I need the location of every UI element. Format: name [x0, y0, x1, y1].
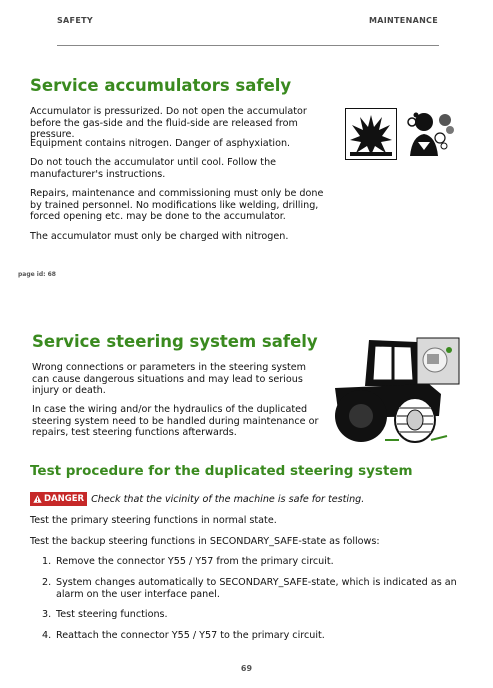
steer-paragraph-1: Wrong connections or parameters in the steering system can cause dangerous situations and may lead to serious injury or death.: [32, 362, 307, 396]
page-id: page id: 68: [18, 271, 56, 278]
asphyxiation-hazard-icon: [404, 108, 454, 158]
header-right: MAINTENANCE: [369, 16, 438, 25]
acc-paragraph-5: The accumulator must only be charged with nitrogen.: [30, 231, 289, 242]
acc-paragraph-1: Accumulator is pressurized. Do not open the accumulator before the gas-side and the fluid-side are released from pressure.: [30, 106, 307, 140]
danger-notice: [30, 492, 364, 506]
acc-paragraph-3: Do not touch the accumulator until cool. Follow the manufacturer's instructions.: [30, 157, 277, 180]
danger-text: Check that the vicinity of the machine is safe for testing.: [91, 493, 365, 505]
steering-title: Service steering system safely: [32, 332, 318, 351]
danger-badge: [30, 492, 87, 506]
header-rule: [57, 45, 439, 46]
page-number: 69: [240, 664, 253, 673]
explosion-hazard-icon: [345, 108, 397, 160]
warning-triangle-icon: [33, 495, 42, 503]
list-item: 2. System changes automatically to SECONDARY_SAFE-state, which is indicated as an alarm on the user interface panel.: [42, 577, 457, 600]
acc-paragraph-4: Repairs, maintenance and commissioning must only be done by trained personnel. No modifications like welding, drilling, forced opening etc. may be done to the accumulator.: [30, 188, 324, 222]
test-procedure-title: Test procedure for the duplicated steering system: [30, 463, 413, 479]
accumulators-title: Service accumulators safely: [30, 76, 292, 95]
danger-label: DANGER: [44, 494, 85, 504]
acc-paragraph-2: Equipment contains nitrogen. Danger of asphyxiation.: [30, 138, 291, 149]
test-intro-1: Test the primary steering functions in normal state.: [30, 515, 277, 526]
tractor-image: [329, 336, 463, 446]
list-item: 3. Test steering functions.: [42, 609, 168, 620]
steer-paragraph-2: In case the wiring and/or the hydraulics of the duplicated steering system need to be handled during maintenance or repairs, test steering functions afterwards.: [32, 404, 319, 438]
list-item: 1. Remove the connector Y55 / Y57 from the primary circuit.: [42, 556, 334, 567]
list-item: 4. Reattach the connector Y55 / Y57 to the primary circuit.: [42, 630, 325, 641]
test-intro-2: Test the backup steering functions in SECONDARY_SAFE-state as follows:: [30, 536, 380, 547]
header-left: SAFETY: [57, 16, 93, 25]
